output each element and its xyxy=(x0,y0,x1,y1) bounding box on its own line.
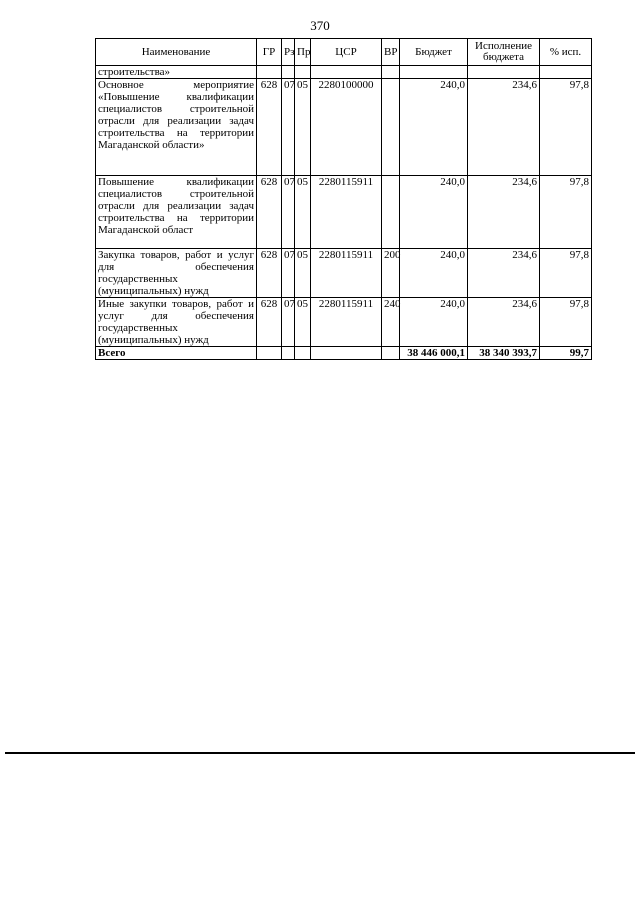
header-row xyxy=(96,39,592,66)
header-execution: Исполнение бюджета xyxy=(468,39,540,66)
row-name: Иные закупки товаров, работ и услуг для обеспечения государственных (муниципальных) нужд xyxy=(96,298,257,347)
row-gr: 628 xyxy=(257,249,282,298)
row-execution: 234,6 xyxy=(468,249,540,298)
header-gr: ГР xyxy=(257,39,282,66)
row-pr: 05 xyxy=(295,249,311,298)
row-name: Закупка товаров, работ и услуг для обеспечения государственных (муниципальных) нужд xyxy=(96,249,257,298)
row-gr: 628 xyxy=(257,298,282,347)
row-percent: 97,8 xyxy=(540,79,592,176)
total-execution: 38 340 393,7 xyxy=(468,347,540,360)
row-budget: 240,0 xyxy=(400,249,468,298)
row-csr: 2280100000 xyxy=(311,79,382,176)
table-row xyxy=(96,79,592,176)
row-rz: 07 xyxy=(282,79,295,176)
row-percent: 97,8 xyxy=(540,298,592,347)
row-csr: 2280115911 xyxy=(311,249,382,298)
header-budget: Бюджет xyxy=(400,39,468,66)
header-name: Наименование xyxy=(96,39,257,66)
row-execution: 234,6 xyxy=(468,298,540,347)
row-vr xyxy=(382,79,400,176)
total-percent: 99,7 xyxy=(540,347,592,360)
continuation-text: строительства» xyxy=(96,66,257,79)
header-vr: ВР xyxy=(382,39,400,66)
row-budget: 240,0 xyxy=(400,176,468,249)
total-row xyxy=(96,347,592,360)
row-rz: 07 xyxy=(282,298,295,347)
row-name: Основное мероприятие «Повышение квалификации специалистов строительной отрасли для реализации задач строительства на территории Магаданской области» xyxy=(96,79,257,176)
row-name: Повышение квалификации специалистов строительной отрасли для реализации задач строительства на территории Магаданской област xyxy=(96,176,257,249)
total-label: Всего xyxy=(96,347,257,360)
bottom-divider xyxy=(5,752,635,754)
row-rz: 07 xyxy=(282,176,295,249)
header-csr: ЦСР xyxy=(311,39,382,66)
row-pr: 05 xyxy=(295,298,311,347)
row-budget: 240,0 xyxy=(400,79,468,176)
row-percent: 97,8 xyxy=(540,176,592,249)
row-gr: 628 xyxy=(257,79,282,176)
row-rz: 07 xyxy=(282,249,295,298)
row-vr xyxy=(382,176,400,249)
table-row xyxy=(96,176,592,249)
row-pr: 05 xyxy=(295,176,311,249)
budget-execution-table xyxy=(95,38,592,360)
row-csr: 2280115911 xyxy=(311,176,382,249)
header-percent: % исп. xyxy=(540,39,592,66)
row-csr: 2280115911 xyxy=(311,298,382,347)
row-vr: 240 xyxy=(382,298,400,347)
total-budget: 38 446 000,1 xyxy=(400,347,468,360)
continuation-row xyxy=(96,66,592,79)
header-pr: Пр xyxy=(295,39,311,66)
row-pr: 05 xyxy=(295,79,311,176)
row-budget: 240,0 xyxy=(400,298,468,347)
table-row xyxy=(96,249,592,298)
header-rz: Рз xyxy=(282,39,295,66)
row-execution: 234,6 xyxy=(468,79,540,176)
row-vr: 200 xyxy=(382,249,400,298)
page-number: 370 xyxy=(310,18,330,33)
table-row xyxy=(96,298,592,347)
row-gr: 628 xyxy=(257,176,282,249)
row-execution: 234,6 xyxy=(468,176,540,249)
row-percent: 97,8 xyxy=(540,249,592,298)
